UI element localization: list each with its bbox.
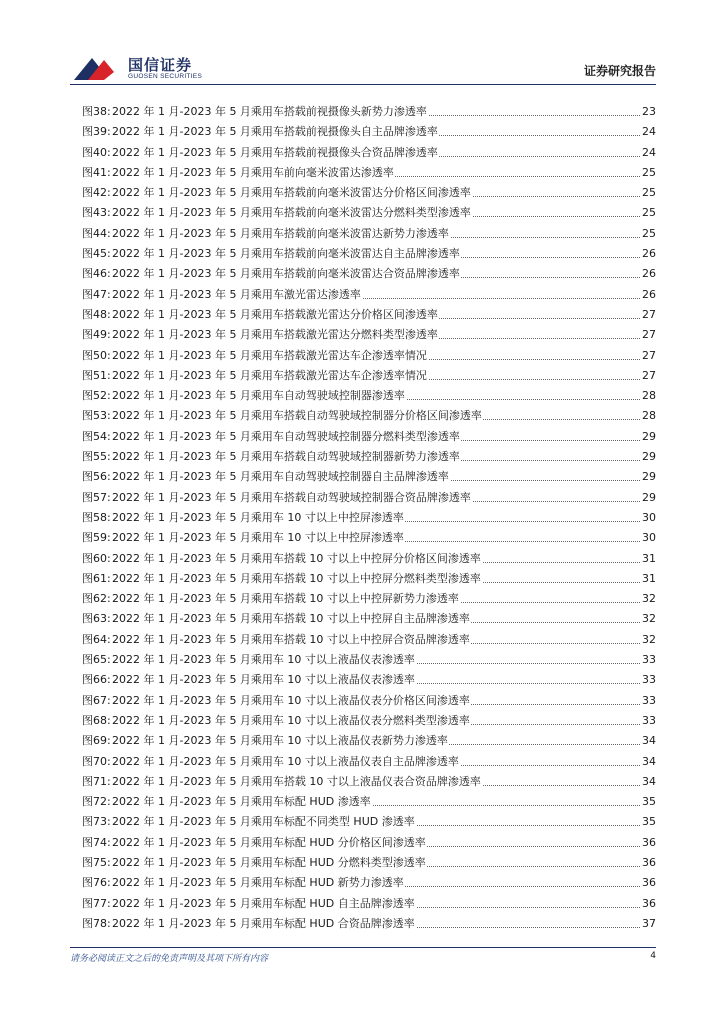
figure-title: 2022 年 1 月-2023 年 5 月乘用车标配 HUD 渗透率	[112, 795, 371, 809]
page-ref: 33	[642, 713, 656, 727]
toc-entry[interactable]	[82, 368, 656, 388]
figure-title: 2022 年 1 月-2023 年 5 月乘用车搭载前向毫米波雷达合资品牌渗透率	[112, 267, 460, 281]
figure-title: 2022 年 1 月-2023 年 5 月乘用车标配不同类型 HUD 渗透率	[112, 815, 415, 829]
figure-number: 图53:	[82, 409, 111, 423]
toc-entry[interactable]	[82, 733, 656, 753]
figure-title: 2022 年 1 月-2023 年 5 月乘用车 10 寸以上液晶仪表分价格区间渗透率	[112, 693, 470, 707]
page-ref: 27	[642, 307, 656, 321]
figure-number: 图69:	[82, 734, 111, 748]
page-ref: 23	[642, 105, 656, 118]
figure-number: 图67:	[82, 693, 111, 707]
figure-number: 图50:	[82, 348, 111, 362]
figure-title: 2022 年 1 月-2023 年 5 月乘用车 10 寸以上液晶仪表自主品牌渗透率	[112, 754, 459, 768]
figure-title: 2022 年 1 月-2023 年 5 月乘用车搭载前视摄像头合资品牌渗透率	[112, 145, 438, 159]
figure-title: 2022 年 1 月-2023 年 5 月乘用车标配 HUD 分价格区间渗透率	[112, 835, 426, 849]
toc-entry[interactable]	[82, 348, 656, 368]
toc-entry[interactable]	[82, 652, 656, 672]
toc-entry[interactable]	[82, 551, 656, 571]
toc-entry[interactable]	[82, 388, 656, 408]
toc-entry[interactable]	[82, 814, 656, 834]
figure-title: 2022 年 1 月-2023 年 5 月乘用车搭载 10 寸以上中控屏新势力渗透率	[112, 592, 459, 606]
footer-disclaimer: 请务必阅读正文之后的免责声明及其项下所有内容	[70, 954, 269, 964]
figure-title: 2022 年 1 月-2023 年 5 月乘用车标配 HUD 合资品牌渗透率	[112, 916, 415, 930]
logo-chinese-name: 国信证券	[128, 56, 193, 74]
figure-number: 图39:	[82, 125, 111, 139]
page-ref: 29	[642, 470, 656, 484]
page-ref: 33	[642, 673, 656, 687]
page-ref: 27	[642, 368, 656, 382]
toc-entry[interactable]	[82, 672, 656, 692]
toc-entry[interactable]	[82, 429, 656, 449]
toc-entry[interactable]	[82, 205, 656, 225]
toc-entry[interactable]	[82, 510, 656, 530]
toc-entry[interactable]	[82, 774, 656, 794]
figure-title: 2022 年 1 月-2023 年 5 月乘用车搭载 10 寸以上中控屏自主品牌渗透率	[112, 612, 470, 626]
figure-title: 2022 年 1 月-2023 年 5 月乘用车搭载激光雷达车企渗透率情况	[112, 348, 427, 362]
figure-number: 图76:	[82, 876, 111, 890]
figure-number: 图42:	[82, 186, 111, 200]
toc-entry[interactable]	[82, 104, 656, 124]
figure-title: 2022 年 1 月-2023 年 5 月乘用车 10 寸以上液晶仪表渗透率	[112, 653, 415, 667]
figure-title: 2022 年 1 月-2023 年 5 月乘用车搭载前向毫米波雷达新势力渗透率	[112, 226, 449, 240]
figure-number: 图51:	[82, 368, 111, 382]
toc-entry[interactable]	[82, 916, 656, 936]
figure-title: 2022 年 1 月-2023 年 5 月乘用车 10 寸以上液晶仪表渗透率	[112, 673, 415, 687]
figure-title: 2022 年 1 月-2023 年 5 月乘用车标配 HUD 新势力渗透率	[112, 876, 404, 890]
figure-title: 2022 年 1 月-2023 年 5 月乘用车自动驾驶域控制器自主品牌渗透率	[112, 470, 449, 484]
figure-title: 2022 年 1 月-2023 年 5 月乘用车搭载 10 寸以上中控屏分价格区间渗透率	[112, 551, 481, 565]
page-ref: 32	[642, 612, 656, 626]
page-ref: 36	[642, 855, 656, 869]
toc-entry[interactable]	[82, 896, 656, 916]
figure-number: 图45:	[82, 247, 111, 261]
page-ref: 30	[642, 531, 656, 545]
figure-number: 图40:	[82, 145, 111, 159]
toc-entry[interactable]	[82, 124, 656, 144]
figure-title: 2022 年 1 月-2023 年 5 月乘用车搭载 10 寸以上液晶仪表合资品牌渗透率	[112, 774, 481, 788]
toc-entry[interactable]	[82, 693, 656, 713]
toc-entry[interactable]	[82, 754, 656, 774]
figure-title: 2022 年 1 月-2023 年 5 月乘用车搭载前向毫米波雷达分价格区间渗透率	[112, 186, 471, 200]
toc-entry[interactable]	[82, 408, 656, 428]
toc-entry[interactable]	[82, 835, 656, 855]
page-ref: 26	[642, 267, 656, 281]
figure-title: 2022 年 1 月-2023 年 5 月乘用车搭载 10 寸以上中控屏合资品牌渗透率	[112, 632, 470, 646]
toc-entry[interactable]	[82, 632, 656, 652]
toc-entry[interactable]	[82, 469, 656, 489]
figure-number: 图61:	[82, 571, 111, 585]
page-ref: 25	[642, 206, 656, 220]
figure-title: 2022 年 1 月-2023 年 5 月乘用车前向毫米波雷达渗透率	[112, 165, 394, 179]
page-ref: 30	[642, 510, 656, 524]
figure-number: 图60:	[82, 551, 111, 565]
page-ref: 24	[642, 145, 656, 159]
report-type-label: 证券研究报告	[583, 64, 656, 78]
figure-number: 图48:	[82, 307, 111, 321]
figure-number: 图52:	[82, 389, 111, 403]
toc-entry[interactable]	[82, 145, 656, 165]
toc-entry[interactable]	[82, 165, 656, 185]
page-ref: 35	[642, 815, 656, 829]
toc-entry[interactable]	[82, 713, 656, 733]
page-ref: 36	[642, 896, 656, 910]
figure-title: 2022 年 1 月-2023 年 5 月乘用车搭载激光雷达分燃料类型渗透率	[112, 328, 438, 342]
page-ref: 25	[642, 186, 656, 200]
figure-title: 2022 年 1 月-2023 年 5 月乘用车搭载前视摄像头新势力渗透率	[112, 105, 427, 118]
toc-entry[interactable]	[82, 571, 656, 591]
figure-number: 图43:	[82, 206, 111, 220]
figure-number: 图44:	[82, 226, 111, 240]
figure-index-list	[82, 104, 656, 936]
footer-divider	[70, 947, 656, 948]
logo-english-name: GUOSEN SECURITIES	[128, 73, 203, 80]
page-ref: 29	[642, 429, 656, 443]
figure-number: 图54:	[82, 429, 111, 443]
page-ref: 34	[642, 734, 656, 748]
figure-number: 图65:	[82, 653, 111, 667]
figure-number: 图58:	[82, 510, 111, 524]
figure-number: 图72:	[82, 795, 111, 809]
page-ref: 32	[642, 592, 656, 606]
figure-number: 图59:	[82, 531, 111, 545]
page-ref: 28	[642, 389, 656, 403]
figure-number: 图73:	[82, 815, 111, 829]
figure-number: 图77:	[82, 896, 111, 910]
figure-title: 2022 年 1 月-2023 年 5 月乘用车自动驾驶域控制器分燃料类型渗透率	[112, 429, 460, 443]
figure-title: 2022 年 1 月-2023 年 5 月乘用车搭载激光雷达分价格区间渗透率	[112, 307, 438, 321]
figure-title: 2022 年 1 月-2023 年 5 月乘用车 10 寸以上中控屏渗透率	[112, 510, 404, 524]
toc-entry[interactable]	[82, 611, 656, 631]
page-ref: 24	[642, 125, 656, 139]
figure-number: 图56:	[82, 470, 111, 484]
toc-entry[interactable]	[82, 327, 656, 347]
figure-title: 2022 年 1 月-2023 年 5 月乘用车搭载前视摄像头自主品牌渗透率	[112, 125, 438, 139]
toc-entry[interactable]	[82, 246, 656, 266]
toc-entry[interactable]	[82, 185, 656, 205]
figure-title: 2022 年 1 月-2023 年 5 月乘用车搭载前向毫米波雷达自主品牌渗透率	[112, 247, 460, 261]
page-ref: 26	[642, 247, 656, 261]
figure-title: 2022 年 1 月-2023 年 5 月乘用车自动驾驶域控制器渗透率	[112, 389, 405, 403]
header-divider	[70, 84, 656, 85]
page-ref: 25	[642, 165, 656, 179]
figure-title: 2022 年 1 月-2023 年 5 月乘用车搭载自动驾驶域控制器新势力渗透率	[112, 450, 460, 464]
guosen-logo-icon	[70, 54, 118, 84]
page-ref: 27	[642, 348, 656, 362]
figure-number: 图62:	[82, 592, 111, 606]
figure-number: 图66:	[82, 673, 111, 687]
company-logo	[70, 54, 203, 84]
page-ref: 37	[642, 916, 656, 930]
figure-title: 2022 年 1 月-2023 年 5 月乘用车搭载自动驾驶域控制器合资品牌渗透率	[112, 490, 471, 504]
page-ref: 25	[642, 226, 656, 240]
figure-number: 图74:	[82, 835, 111, 849]
figure-title: 2022 年 1 月-2023 年 5 月乘用车标配 HUD 自主品牌渗透率	[112, 896, 415, 910]
toc-entry[interactable]	[82, 875, 656, 895]
page-ref: 36	[642, 876, 656, 890]
toc-entry[interactable]	[82, 794, 656, 814]
figure-number: 图57:	[82, 490, 111, 504]
toc-entry[interactable]	[82, 855, 656, 875]
figure-title: 2022 年 1 月-2023 年 5 月乘用车搭载前向毫米波雷达分燃料类型渗透率	[112, 206, 471, 220]
figure-number: 图47:	[82, 287, 111, 301]
page-ref: 34	[642, 774, 656, 788]
page-ref: 28	[642, 409, 656, 423]
page-ref: 26	[642, 287, 656, 301]
page-ref: 32	[642, 632, 656, 646]
figure-title: 2022 年 1 月-2023 年 5 月乘用车激光雷达渗透率	[112, 287, 361, 301]
page-number: 4	[650, 951, 656, 961]
figure-title: 2022 年 1 月-2023 年 5 月乘用车搭载自动驾驶域控制器分价格区间渗透率	[112, 409, 482, 423]
toc-entry[interactable]	[82, 449, 656, 469]
toc-entry[interactable]	[82, 490, 656, 510]
page-ref: 29	[642, 450, 656, 464]
figure-title: 2022 年 1 月-2023 年 5 月乘用车 10 寸以上液晶仪表分燃料类型渗透率	[112, 713, 470, 727]
toc-entry[interactable]	[82, 307, 656, 327]
toc-entry[interactable]	[82, 591, 656, 611]
figure-number: 图78:	[82, 916, 111, 930]
page-header	[70, 46, 656, 86]
toc-entry[interactable]	[82, 266, 656, 286]
figure-number: 图75:	[82, 855, 111, 869]
toc-entry[interactable]	[82, 287, 656, 307]
page-ref: 33	[642, 693, 656, 707]
figure-number: 图63:	[82, 612, 111, 626]
page-ref: 27	[642, 328, 656, 342]
page-ref: 29	[642, 490, 656, 504]
figure-title: 2022 年 1 月-2023 年 5 月乘用车标配 HUD 分燃料类型渗透率	[112, 855, 426, 869]
figure-number: 图64:	[82, 632, 111, 646]
page-ref: 35	[642, 795, 656, 809]
figure-number: 图71:	[82, 774, 111, 788]
figure-number: 图41:	[82, 165, 111, 179]
figure-title: 2022 年 1 月-2023 年 5 月乘用车 10 寸以上中控屏渗透率	[112, 531, 404, 545]
page-ref: 36	[642, 835, 656, 849]
figure-number: 图68:	[82, 713, 111, 727]
figure-number: 图70:	[82, 754, 111, 768]
figure-number: 图46:	[82, 267, 111, 281]
toc-entry[interactable]	[82, 530, 656, 550]
page-ref: 31	[642, 571, 656, 585]
toc-entry[interactable]	[82, 226, 656, 246]
page-ref: 34	[642, 754, 656, 768]
figure-number: 图49:	[82, 328, 111, 342]
page-ref: 33	[642, 653, 656, 667]
page-ref: 31	[642, 551, 656, 565]
figure-title: 2022 年 1 月-2023 年 5 月乘用车搭载 10 寸以上中控屏分燃料类型渗透率	[112, 571, 481, 585]
figure-title: 2022 年 1 月-2023 年 5 月乘用车搭载激光雷达车企渗透率情况	[112, 368, 427, 382]
figure-title: 2022 年 1 月-2023 年 5 月乘用车 10 寸以上液晶仪表新势力渗透率	[112, 734, 448, 748]
figure-number: 图55:	[82, 450, 111, 464]
figure-number: 图38:	[82, 105, 111, 118]
